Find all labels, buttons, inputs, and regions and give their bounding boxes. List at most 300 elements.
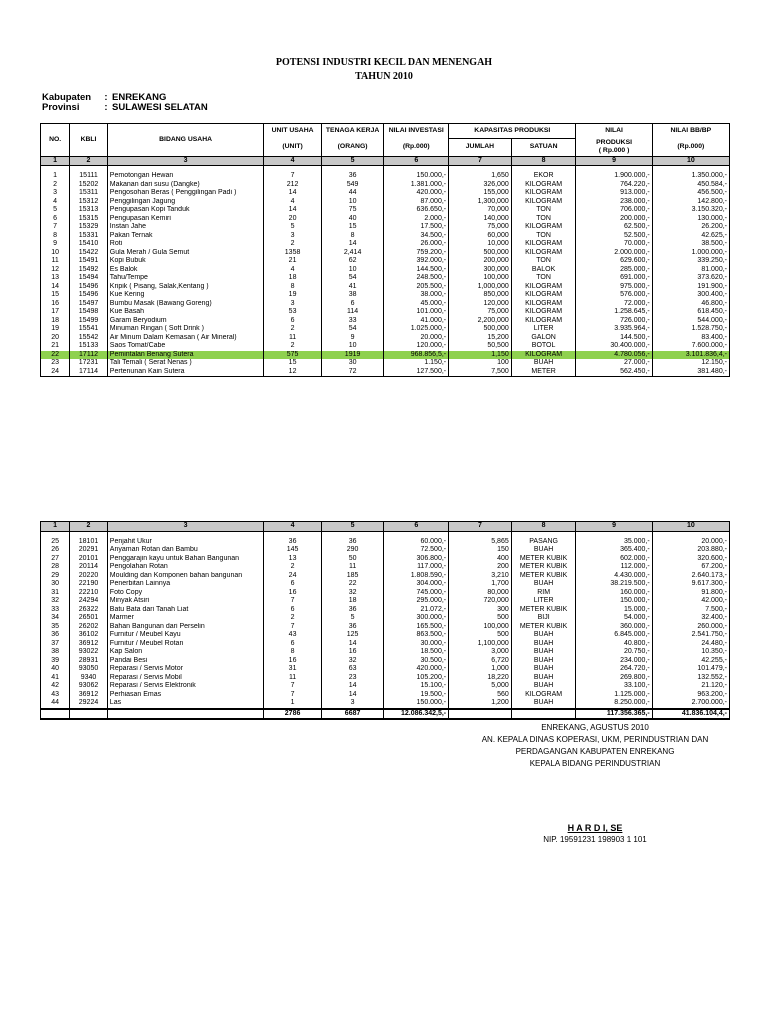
table-row [41,546,730,555]
row-nilai-produksi: 40.800,- [576,640,652,649]
row-kapasitas-jumlah: 500 [449,631,512,640]
row-bidang-usaha: Pengupasan Kopi Tanduk [107,206,264,215]
row-kbli: 22210 [70,589,108,598]
table-row [41,606,730,615]
row-no: 2 [41,181,70,190]
row-tenaga-kerja: 33 [321,317,384,326]
row-nilai-bbbp: 38.500,- [652,240,729,249]
row-unit-usaha: 12 [264,368,321,377]
row-kapasitas-jumlah: 1,700 [449,580,512,589]
row-kapasitas-satuan: METER KUBIK [511,606,576,615]
row-unit-usaha: 18 [264,274,321,283]
header-nilai-investasi: NILAI INVESTASI [384,124,449,139]
row-bidang-usaha: Kopi Bubuk [107,257,264,266]
row-kapasitas-jumlah: 120,000 [449,300,512,309]
row-nilai-investasi: 300.000,- [384,614,449,623]
row-bidang-usaha: Minuman Ringan ( Soft Drink ) [107,325,264,334]
column-number: 4 [264,522,321,532]
header-tenaga-sub: (ORANG) [321,139,384,157]
header-satuan: SATUAN [511,139,576,157]
row-nilai-produksi: 200.000,- [576,215,652,224]
row-nilai-investasi: 205.500,- [384,283,449,292]
row-nilai-produksi: 2.000.000,- [576,249,652,258]
total-empty [511,709,576,720]
row-nilai-produksi: 1.258.645,- [576,308,652,317]
row-kapasitas-satuan: KILOGRAM [511,300,576,309]
row-nilai-produksi: 33.100,- [576,682,652,691]
total-investasi: 12.086.342,5,- [384,709,449,720]
row-unit-usaha: 43 [264,631,321,640]
row-nilai-bbbp: 381.480,- [652,368,729,377]
row-kbli: 36912 [70,640,108,649]
column-number: 5 [321,522,384,532]
row-bidang-usaha: Furnitur / Meubel Kayu [107,631,264,640]
row-bidang-usaha: Moulding dan Komponen bahan bangunan [107,572,264,581]
row-nilai-bbbp: 1.528.750,- [652,325,729,334]
row-unit-usaha: 5 [264,223,321,232]
row-kbli: 15313 [70,206,108,215]
table-row [41,563,730,572]
row-nilai-investasi: 15.100,- [384,682,449,691]
table-row [41,631,730,640]
row-bidang-usaha: Marmer [107,614,264,623]
row-kapasitas-satuan: BUAH [511,674,576,683]
row-kbli: 15133 [70,342,108,351]
row-kbli: 93050 [70,665,108,674]
row-kbli: 93022 [70,648,108,657]
row-nilai-produksi: 234.000,- [576,657,652,666]
row-kapasitas-jumlah: 75,000 [449,223,512,232]
row-nilai-bbbp: 42.255,- [652,657,729,666]
row-tenaga-kerja: 6 [321,300,384,309]
row-kapasitas-satuan: BUAH [511,665,576,674]
column-number: 4 [264,156,321,166]
signature-block [440,722,750,846]
signature-place-date: ENREKANG, AGUSTUS 2010 [541,723,649,732]
row-tenaga-kerja: 185 [321,572,384,581]
row-kapasitas-jumlah: 100 [449,359,512,368]
row-nilai-investasi: 34.500,- [384,232,449,241]
row-unit-usaha: 21 [264,257,321,266]
row-tenaga-kerja: 23 [321,674,384,683]
row-no: 13 [41,274,70,283]
row-kapasitas-jumlah: 70,000 [449,206,512,215]
row-nilai-bbbp: 81.000,- [652,266,729,275]
row-no: 6 [41,215,70,224]
column-number: 7 [449,156,512,166]
colon: : [104,92,108,103]
row-kbli: 20291 [70,546,108,555]
row-kapasitas-jumlah: 1,650 [449,172,512,181]
provinsi-label: Provinsi [42,102,80,113]
column-number: 6 [384,156,449,166]
provinsi-value: SULAWESI SELATAN [112,102,208,113]
row-nilai-bbbp: 67.200,- [652,563,729,572]
row-unit-usaha: 1 [264,699,321,709]
row-nilai-investasi: 759.200,- [384,249,449,258]
row-kapasitas-satuan: EKOR [511,172,576,181]
row-unit-usaha: 7 [264,691,321,700]
row-nilai-bbbp: 26.200,- [652,223,729,232]
row-bidang-usaha: Las [107,699,264,709]
table-row [41,300,730,309]
row-kapasitas-satuan: BUAH [511,546,576,555]
signature-line1: AN. KEPALA DINAS KOPERASI, UKM, PERINDUSTRIAN DAN [481,735,709,744]
row-nilai-investasi: 30.000,- [384,640,449,649]
row-kapasitas-jumlah: 100,000 [449,623,512,632]
row-bidang-usaha: Makanan dari susu (Dangke) [107,181,264,190]
row-unit-usaha: 6 [264,580,321,589]
row-no: 42 [41,682,70,691]
row-nilai-bbbp: 142.800,- [652,198,729,207]
row-kapasitas-satuan: BUAH [511,648,576,657]
row-unit-usaha: 6 [264,317,321,326]
row-nilai-bbbp: 1.350.000,- [652,172,729,181]
row-bidang-usaha: Penjahit Ukur [107,538,264,547]
table-row [41,589,730,598]
row-nilai-produksi: 365.400,- [576,546,652,555]
row-kapasitas-jumlah: 500 [449,614,512,623]
row-nilai-investasi: 38.000,- [384,291,449,300]
row-nilai-produksi: 360.000,- [576,623,652,632]
row-kapasitas-jumlah: 10,000 [449,240,512,249]
row-kapasitas-satuan: KILOGRAM [511,249,576,258]
row-nilai-investasi: 1.025.000,- [384,325,449,334]
row-nilai-investasi: 968.856,5,- [384,351,449,360]
header-kapasitas-produksi: KAPASITAS PRODUKSI [449,124,576,139]
row-kapasitas-satuan: LITER [511,597,576,606]
row-nilai-bbbp: 20.000,- [652,538,729,547]
row-kapasitas-satuan: TON [511,232,576,241]
row-no: 24 [41,368,70,377]
row-no: 43 [41,691,70,700]
column-number: 8 [511,522,576,532]
row-bidang-usaha: Gula Merah / Gula Semut [107,249,264,258]
table-row [41,691,730,700]
row-unit-usaha: 31 [264,665,321,674]
table-row [41,317,730,326]
row-kapasitas-satuan: BALOK [511,266,576,275]
row-tenaga-kerja: 40 [321,215,384,224]
row-nilai-produksi: 706.000,- [576,206,652,215]
row-bidang-usaha: Kue Basah [107,308,264,317]
row-kbli: 15494 [70,274,108,283]
row-unit-usaha: 2 [264,240,321,249]
row-tenaga-kerja: 72 [321,368,384,377]
row-no: 27 [41,555,70,564]
row-no: 5 [41,206,70,215]
row-kbli: 26202 [70,623,108,632]
row-unit-usaha: 20 [264,215,321,224]
table-row-highlighted [41,351,730,360]
row-no: 7 [41,223,70,232]
header-produksi-label: PRODUKSI [596,138,633,146]
provinsi-line [42,102,208,113]
row-kbli: 15422 [70,249,108,258]
row-nilai-bbbp: 24.480,- [652,640,729,649]
row-nilai-produksi: 52.500,- [576,232,652,241]
row-unit-usaha: 11 [264,674,321,683]
row-nilai-bbbp: 450.584,- [652,181,729,190]
header-investasi-sub: (Rp.000) [384,139,449,157]
row-nilai-produksi: 1.900.000,- [576,172,652,181]
row-bidang-usaha: Kue Kering [107,291,264,300]
row-bidang-usaha: Bumbu Masak (Bawang Goreng) [107,300,264,309]
row-kapasitas-satuan: KILOGRAM [511,283,576,292]
row-tenaga-kerja: 114 [321,308,384,317]
header-produksi [576,139,652,157]
row-nilai-produksi: 4.780.056,- [576,351,652,360]
row-bidang-usaha: Pandai Besi [107,657,264,666]
row-kapasitas-satuan: BUAH [511,359,576,368]
row-nilai-bbbp: 456.500,- [652,189,729,198]
row-bidang-usaha: Pengupasan Kemiri [107,215,264,224]
kabupaten-label: Kabupaten [42,92,92,103]
row-kapasitas-satuan: PASANG [511,538,576,547]
row-nilai-investasi: 120.000,- [384,342,449,351]
header-nilai-bbbp: NILAI BB/BP [652,124,729,139]
row-unit-usaha: 13 [264,555,321,564]
row-tenaga-kerja: 44 [321,189,384,198]
table-row [41,597,730,606]
row-kapasitas-jumlah: 560 [449,691,512,700]
row-no: 10 [41,249,70,258]
row-unit-usaha: 3 [264,232,321,241]
row-kapasitas-satuan: BIJI [511,614,576,623]
row-unit-usaha: 36 [264,538,321,547]
header-no: NO. [41,124,70,157]
row-kbli: 15542 [70,334,108,343]
row-bidang-usaha: Penggilingan Jagung [107,198,264,207]
row-nilai-bbbp: 130.000,- [652,215,729,224]
row-nilai-bbbp: 101.479,- [652,665,729,674]
row-kapasitas-satuan: BUAH [511,682,576,691]
row-kapasitas-jumlah: 75,000 [449,308,512,317]
row-kapasitas-jumlah: 155,000 [449,189,512,198]
row-nilai-bbbp: 132.552,- [652,674,729,683]
row-tenaga-kerja: 10 [321,342,384,351]
table-row [41,555,730,564]
row-nilai-investasi: 45.000,- [384,300,449,309]
row-unit-usaha: 8 [264,283,321,292]
row-no: 3 [41,189,70,198]
row-nilai-produksi: 30.400.000,- [576,342,652,351]
row-kbli: 15410 [70,240,108,249]
column-number: 10 [652,156,729,166]
row-nilai-produksi: 62.500,- [576,223,652,232]
row-nilai-investasi: 30.500,- [384,657,449,666]
row-nilai-produksi: 6.845.000,- [576,631,652,640]
row-nilai-investasi: 20.000,- [384,334,449,343]
row-unit-usaha: 2 [264,563,321,572]
row-nilai-investasi: 17.500,- [384,223,449,232]
row-no: 29 [41,572,70,581]
column-number: 2 [70,156,108,166]
row-kbli: 9340 [70,674,108,683]
row-unit-usaha: 14 [264,206,321,215]
row-kapasitas-satuan: KILOGRAM [511,691,576,700]
row-kbli: 15329 [70,223,108,232]
row-unit-usaha: 15 [264,359,321,368]
header-bbbp-sub: (Rp.000) [652,139,729,157]
row-kapasitas-jumlah: 6,720 [449,657,512,666]
row-kapasitas-satuan: KILOGRAM [511,351,576,360]
row-bidang-usaha: Instan Jahe [107,223,264,232]
row-kapasitas-jumlah: 1,300,000 [449,198,512,207]
row-bidang-usaha: Penggarajin kayu untuk Bahan Bangunan [107,555,264,564]
colon: : [104,102,108,113]
row-kbli: 36912 [70,691,108,700]
row-tenaga-kerja: 14 [321,640,384,649]
row-kbli: 15496 [70,291,108,300]
row-unit-usaha: 7 [264,597,321,606]
signature-nip: NIP. 19591231 198903 1 101 [543,835,647,844]
row-kapasitas-satuan: METER [511,368,576,377]
row-kapasitas-satuan: BUAH [511,699,576,709]
total-empty [107,709,264,720]
row-tenaga-kerja: 290 [321,546,384,555]
row-kbli: 15331 [70,232,108,241]
column-number: 2 [70,522,108,532]
row-kapasitas-jumlah: 3,210 [449,572,512,581]
row-kbli: 22190 [70,580,108,589]
row-kapasitas-satuan: TON [511,215,576,224]
row-kapasitas-jumlah: 140,000 [449,215,512,224]
row-nilai-bbbp: 10.350,- [652,648,729,657]
row-unit-usaha: 1358 [264,249,321,258]
row-no: 19 [41,325,70,334]
signature-line2: PERDAGANGAN KABUPATEN ENREKANG [515,747,675,756]
column-number-row [41,522,730,532]
row-no: 25 [41,538,70,547]
row-kbli: 24294 [70,597,108,606]
total-empty [41,709,70,720]
row-bidang-usaha: Penerbitan Lainnya [107,580,264,589]
row-tenaga-kerja: 22 [321,580,384,589]
row-nilai-investasi: 26.000,- [384,240,449,249]
industry-table-part2 [40,521,730,720]
row-bidang-usaha: Tahu/Tempe [107,274,264,283]
table-row [41,232,730,241]
table-row [41,538,730,547]
row-kapasitas-satuan: KILOGRAM [511,291,576,300]
row-bidang-usaha: Reparasi / Servis Elektronik [107,682,264,691]
table-row [41,359,730,368]
column-number: 3 [107,522,264,532]
row-tenaga-kerja: 32 [321,589,384,598]
row-kbli: 15492 [70,266,108,275]
row-no: 14 [41,283,70,292]
row-no: 21 [41,342,70,351]
row-kapasitas-jumlah: 200 [449,563,512,572]
industry-table-part1 [40,123,730,377]
row-unit-usaha: 16 [264,589,321,598]
row-nilai-investasi: 863.500,- [384,631,449,640]
row-nilai-investasi: 636.650,- [384,206,449,215]
row-nilai-investasi: 18.500,- [384,648,449,657]
column-number: 10 [652,522,729,532]
row-kapasitas-satuan: METER KUBIK [511,572,576,581]
row-nilai-investasi: 101.000,- [384,308,449,317]
row-tenaga-kerja: 125 [321,631,384,640]
row-unit-usaha: 8 [264,648,321,657]
row-tenaga-kerja: 36 [321,538,384,547]
table-row [41,308,730,317]
row-kbli: 36102 [70,631,108,640]
row-kapasitas-jumlah: 100,000 [449,274,512,283]
table-row [41,198,730,207]
row-tenaga-kerja: 54 [321,325,384,334]
row-no: 9 [41,240,70,249]
row-tenaga-kerja: 18 [321,597,384,606]
row-nilai-bbbp: 42.625,- [652,232,729,241]
row-nilai-produksi: 112.000,- [576,563,652,572]
row-tenaga-kerja: 54 [321,274,384,283]
column-number: 8 [511,156,576,166]
column-number-row [41,156,730,166]
row-nilai-produksi: 38.219.500,- [576,580,652,589]
table-row [41,266,730,275]
row-bidang-usaha: Kripik ( Pisang, Salak,Kentang ) [107,283,264,292]
table-row [41,223,730,232]
totals-row [41,709,730,720]
row-kapasitas-satuan: TON [511,206,576,215]
row-kapasitas-jumlah: 150 [449,546,512,555]
row-tenaga-kerja: 63 [321,665,384,674]
row-kbli: 15499 [70,317,108,326]
row-bidang-usaha: Pemotongan Hewan [107,172,264,181]
row-tenaga-kerja: 38 [321,291,384,300]
row-no: 20 [41,334,70,343]
row-kapasitas-satuan: BUAH [511,631,576,640]
row-nilai-investasi: 150.000,- [384,172,449,181]
row-nilai-investasi: 304.000,- [384,580,449,589]
column-number: 5 [321,156,384,166]
row-kapasitas-satuan: BUAH [511,580,576,589]
row-kapasitas-jumlah: 400 [449,555,512,564]
column-number: 3 [107,156,264,166]
row-kapasitas-satuan: KILOGRAM [511,198,576,207]
row-nilai-bbbp: 260.000,- [652,623,729,632]
row-no: 39 [41,657,70,666]
row-kapasitas-satuan: BUAH [511,657,576,666]
row-kbli: 15541 [70,325,108,334]
row-bidang-usaha: Kap Salon [107,648,264,657]
row-kbli: 28931 [70,657,108,666]
row-tenaga-kerja: 50 [321,555,384,564]
row-nilai-produksi: 264.720,- [576,665,652,674]
row-nilai-produksi: 20.750,- [576,648,652,657]
row-nilai-produksi: 691.000,- [576,274,652,283]
row-kapasitas-jumlah: 5,000 [449,682,512,691]
row-kapasitas-jumlah: 1,150 [449,351,512,360]
row-unit-usaha: 14 [264,189,321,198]
table-row [41,614,730,623]
row-no: 32 [41,597,70,606]
row-kapasitas-satuan: METER KUBIK [511,623,576,632]
row-nilai-investasi: 60.000,- [384,538,449,547]
row-tenaga-kerja: 36 [321,623,384,632]
header-kbli: KBLI [70,124,108,157]
total-bbbp: 41.836.104,4,- [652,709,729,720]
row-kapasitas-jumlah: 720,000 [449,597,512,606]
table-row [41,682,730,691]
row-bidang-usaha: Perhiasan Emas [107,691,264,700]
row-tenaga-kerja: 11 [321,563,384,572]
row-kbli: 15497 [70,300,108,309]
row-bidang-usaha: Saos Tomat/Cabe [107,342,264,351]
row-unit-usaha: 7 [264,623,321,632]
